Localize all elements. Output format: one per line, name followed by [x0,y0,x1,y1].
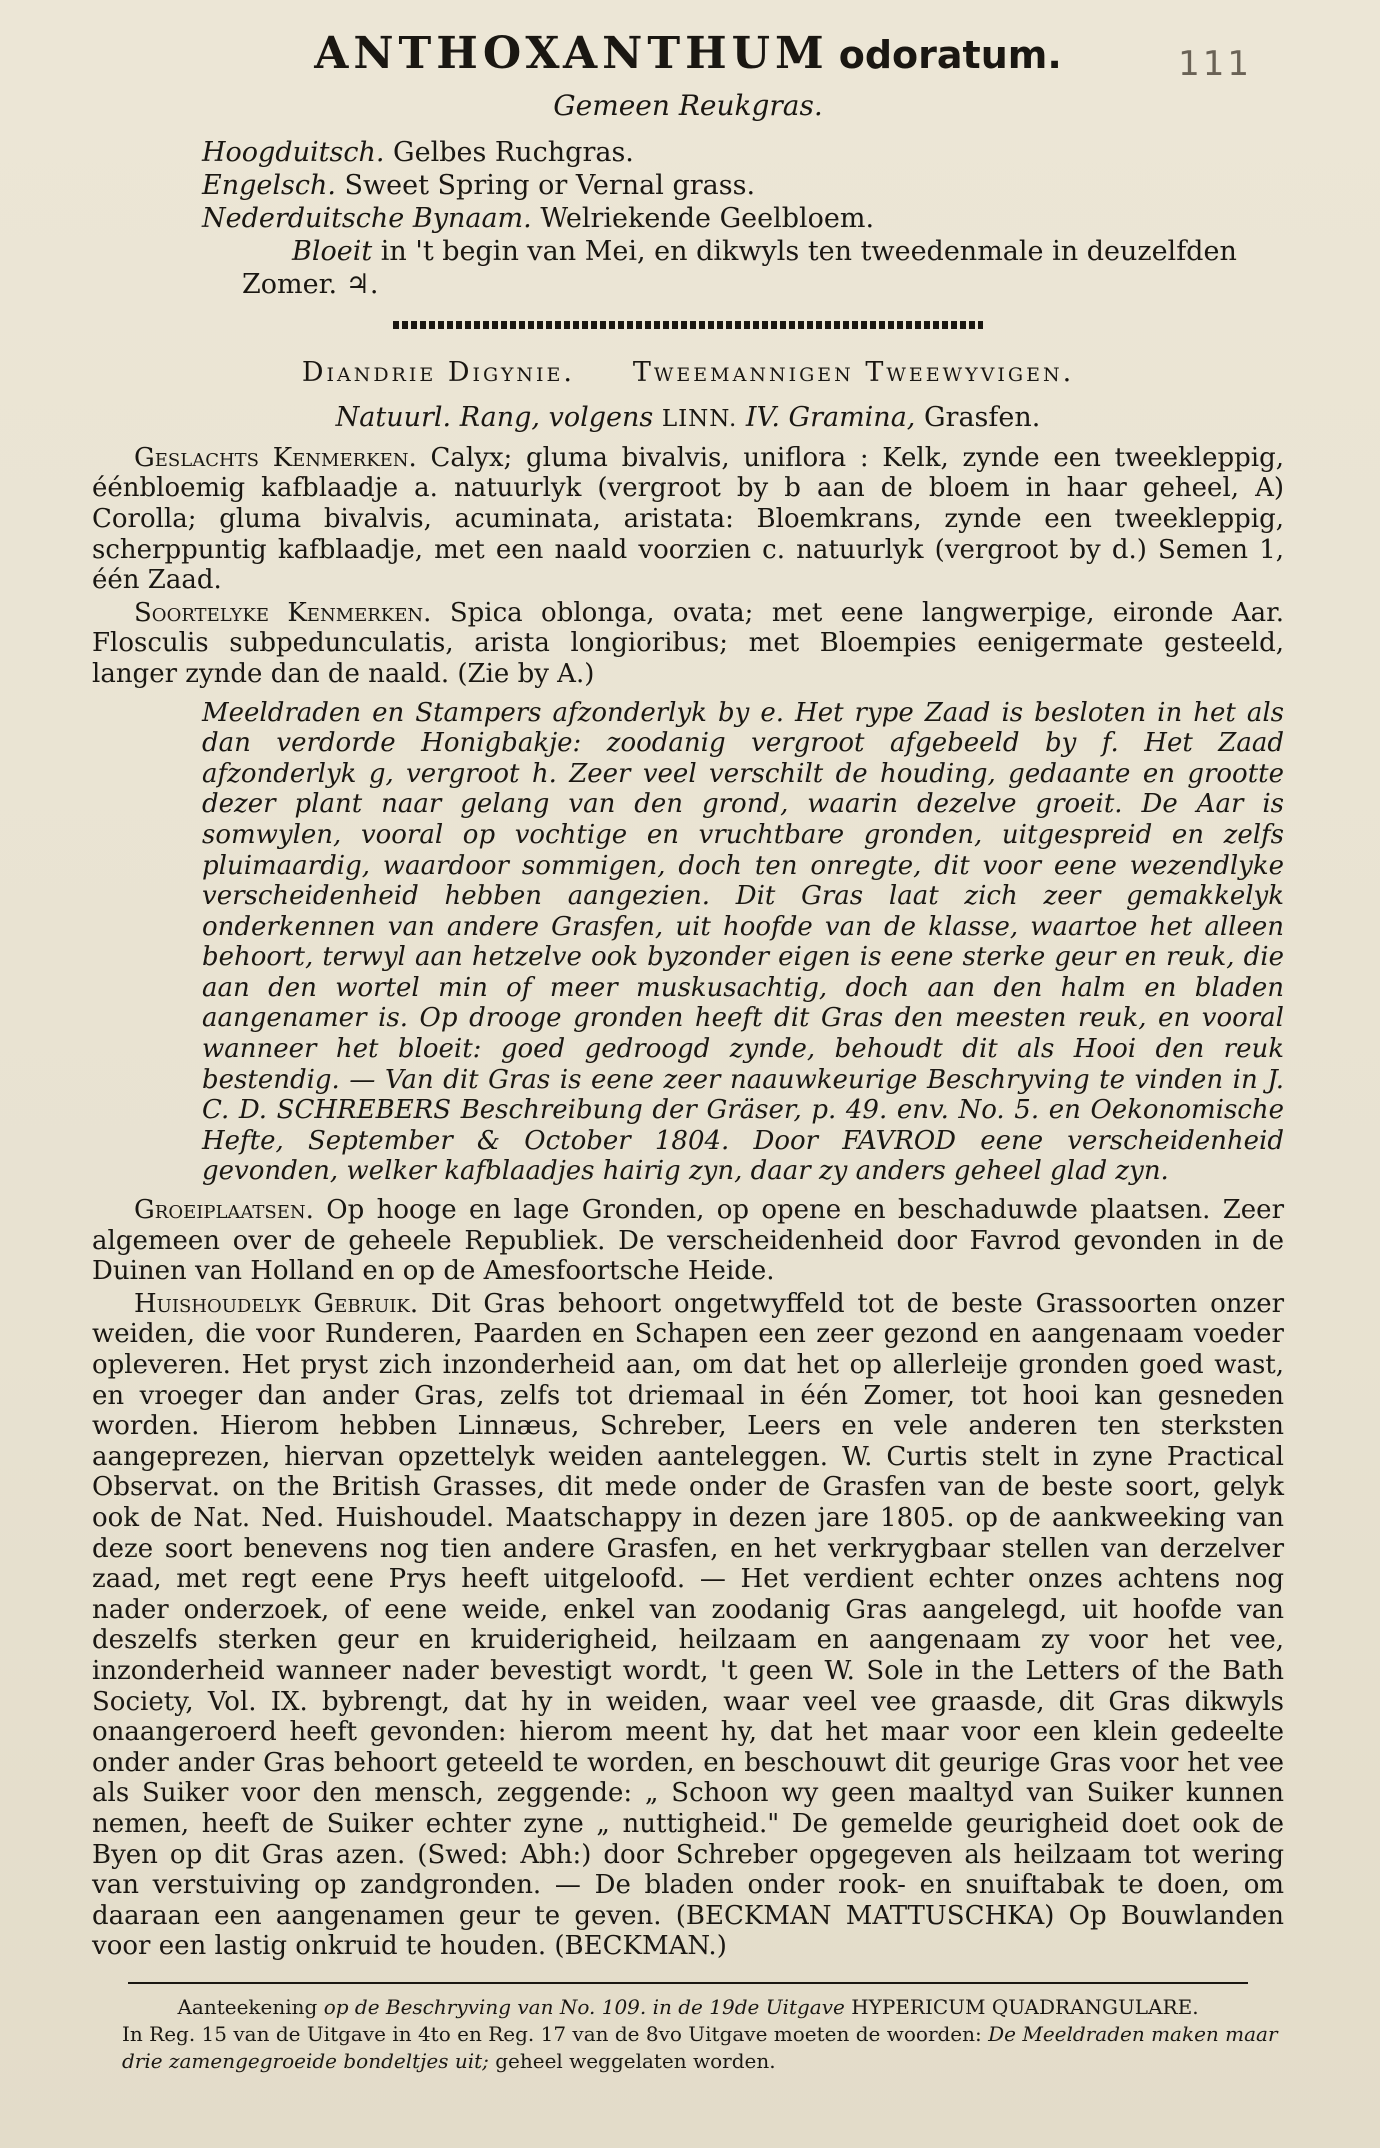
section-text: Calyx; gluma bivalvis, uniflora : Kelk, zynde een tweekleppig, éénbloemig kafblaadje a. natuurlyk (vergroot by b aan de bloem in haar geheel, A) Corolla; gluma bivalvis, acuminata, aristata: Bloemkrans, zynde een tweekleppig, scherppuntig kafblaadje, met een naald voorzien c. natuurlyk (vergroot by d.) Semen 1, één Zaad. [92,442,1285,596]
title-species: odoratum. [838,33,1062,77]
notes-paragraph: Meeldraden en Stampers afzonderlyk by e. Het rype Zaad is besloten in het als dan verdorde Honigbakje: zoodanig vergroot afgebeeld by f. Het Zaad afzonderlyk g, vergroot h. Zeer veel verschilt de houding, gedaante en grootte dezer plant naar gelang van den grond, waarin dezelve groeit. De Aar is somwylen, vooral op vochtige en vruchtbare gronden, uitgespreid en zelfs pluimaardig, waardoor sommigen, doch ten onregte, dit voor eene wezendlyke verscheidenheid hebben aangezien. Dit Gras laat zich zeer gemakkelyk onderkennen van andere Grasfen, uit hoofde van de klasse, waartoe het alleen behoort, terwyl aan hetzelve ook byzonder eigen is eene sterke geur en reuk, die aan den wortel min of meer muskusachtig, doch aan den halm en bladen aangenamer is. Op drooge gronden heeft dit Gras den meesten reuk, en vooral wanneer het bloeit: goed gedroogd zynde, behoudt dit als Hooi den reuk bestendig. — Van dit Gras is eene zeer naauwkeurige Beschryving te vinden in J. C. D. SCHREBERS Beschreibung der Gräser, p. 49. env. No. 5. en Oekonomische Hefte, September & October 1804. Door FAVROD eene verscheidenheid gevonden, welker kafblaadjes hairig zyn, daar zy anders geheel glad zyn. [202,697,1284,1187]
rank-linn: LINN. [661,405,738,432]
flowering-period [242,235,1284,301]
footnote-text: De Meeldraden maken maar drie zamengegroeide bondeltjes uit; [122,2021,1278,2073]
name-row [202,136,1284,169]
class-latin: Diandrie Digynie. [301,356,575,388]
section-heading: Groeiplaatsen. [134,1195,314,1226]
linnaean-class [92,357,1284,388]
habitats [92,1195,1284,1287]
page-title [92,28,1284,81]
name-label: Nederduitsche Bynaam. [202,202,532,234]
genus-characters [92,443,1284,596]
rank-prefix: Natuurl. Rang, volgens [335,401,654,433]
section-heading: Geslachts Kenmerken. [134,442,417,473]
section-heading: Huishoudelyk Gebruik. [134,1288,419,1319]
section-text: Dit Gras behoort ongetwyffeld tot de beste Grassoorten onzer weiden, die voor Runderen, Paarden en Schapen een zeer gezond en aangenaam voeder opleveren. Het pryst zich inzonderheid aan, om dat het op allerleije gronden goed wast, en vroeger dan ander Gras, zelfs tot driemaal in één Zomer, tot hooi kan gesneden worden. Hierom hebben Linnæus, Schreber, Leers en vele anderen ten sterksten aangeprezen, hiervan opzettelyk weiden aanteleggen. W. Curtis stelt in zyne Practical Observat. on the British Grasses, dit mede onder de Grasfen van de beste soort, gelyk ook de Nat. Ned. Huishoudel. Maatschappy in dezen jare 1805. op de aankweeking van deze soort benevens nog tien andere Grasfen, en het verkrygbaar stellen van derzelver zaad, met regt eene Prys heeft uitgeloofd. — Het verdient echter onzes achtens nog nader onderzoek, of eene weide, enkel van zoodanig Gras aangelegd, uit hoofde van deszelfs sterken geur en kruiderigheid, heilzaam en aangenaam zy voor het vee, inzonderheid wanneer nader bevestigt wordt, 't geen W. Sole in the Letters of the Bath Society, Vol. IX. bybrengt, dat hy in weiden, waar veel vee graasde, dit Gras dikwyls onaangeroerd heeft gevonden: hierom meent hy, dat het maar voor een klein gedeelte onder ander Gras behoort geteeld te worden, en beschouwt dit geurige Gras voor het vee als Suiker voor den mensch, zeggende: „ Schoon wy geen maaltyd van Suiker kunnen nemen, heeft de Suiker echter zyne „ nuttigheid." De gemelde geurigheid doet ook de Byen op dit Gras azen. (Swed: Abh:) door Schreber opgegeven als heilzaam tot wering van verstuiving op zandgronden. — De bladen onder rook- en snuiftabak te doen, om daaraan een aangenamen geur te geven. (BECKMAN MATTUSCHKA) Op Bouwlanden voor een lastig onkruid te houden. (BECKMAN.) [92,1288,1285,1962]
name-label: Engelsch. [202,169,336,201]
footnote-text: In Reg. 15 van de Uitgave in 4to en Reg. 17 van de 8vo Uitgave moeten de woorden: [122,2021,982,2046]
footnote-line-1 [92,1994,1284,2021]
footnote-text: geheel weggelaten worden. [495,2048,776,2073]
name-row [202,202,1284,235]
section-heading: Soortelyke Kenmerken. [134,597,432,628]
class-dutch: Tweemannigen Tweewyvigen. [632,356,1075,388]
rank-gramina: Gramina, [788,401,916,433]
rank-rest: Grasfen. [923,401,1041,433]
ornamental-divider [393,321,983,329]
footnote-divider [128,1982,1248,1984]
natural-rank [92,402,1284,433]
footnote-text: op de Beschryving van No. 109. in de 19de Uitgave [323,1994,845,2019]
name-value: Sweet Spring or Vernal grass. [344,169,756,201]
flowering-zomer: Zomer. ♃. [242,268,379,300]
footnote-text: Aanteekening [177,1994,318,2019]
subtitle: Gemeen Reukgras. [553,88,823,122]
section-text: Op hooge en lage Gronden, op opene en beschaduwde plaatsen. Zeer algemeen over de geheele Republiek. De verscheidenheid door Favrod gevonden in de Duinen van Holland en op de Amesfoortsche Heide. [92,1195,1284,1287]
flowering-text: in 't begin van Mei, en dikwyls ten tweedenmale in deuzelfden [380,235,1237,267]
name-row [202,169,1284,202]
page-number: 111 [1178,44,1252,84]
species-characters [92,598,1284,690]
name-label: Hoogduitsch. [202,136,385,168]
name-value: Gelbes Ruchgras. [393,136,634,168]
rank-order: IV. [745,401,780,433]
economic-use [92,1289,1284,1962]
title-genus: ANTHOXANTHUM [314,28,829,79]
section-text: Spica oblonga, ovata; met eene langwerpige, eironde Aar. Flosculis subpedunculatis, arista longioribus; met Bloempies eenigermate gesteeld, langer zynde dan de naald. (Zie by A.) [92,597,1285,689]
footnote-line-2 [122,2021,1284,2075]
name-value: Welriekende Geelbloem. [540,202,875,234]
vernacular-names [202,136,1284,235]
flowering-label: Bloeit [292,235,373,267]
footnote-text: HYPERICUM QUADRANGULARE. [851,1994,1199,2019]
